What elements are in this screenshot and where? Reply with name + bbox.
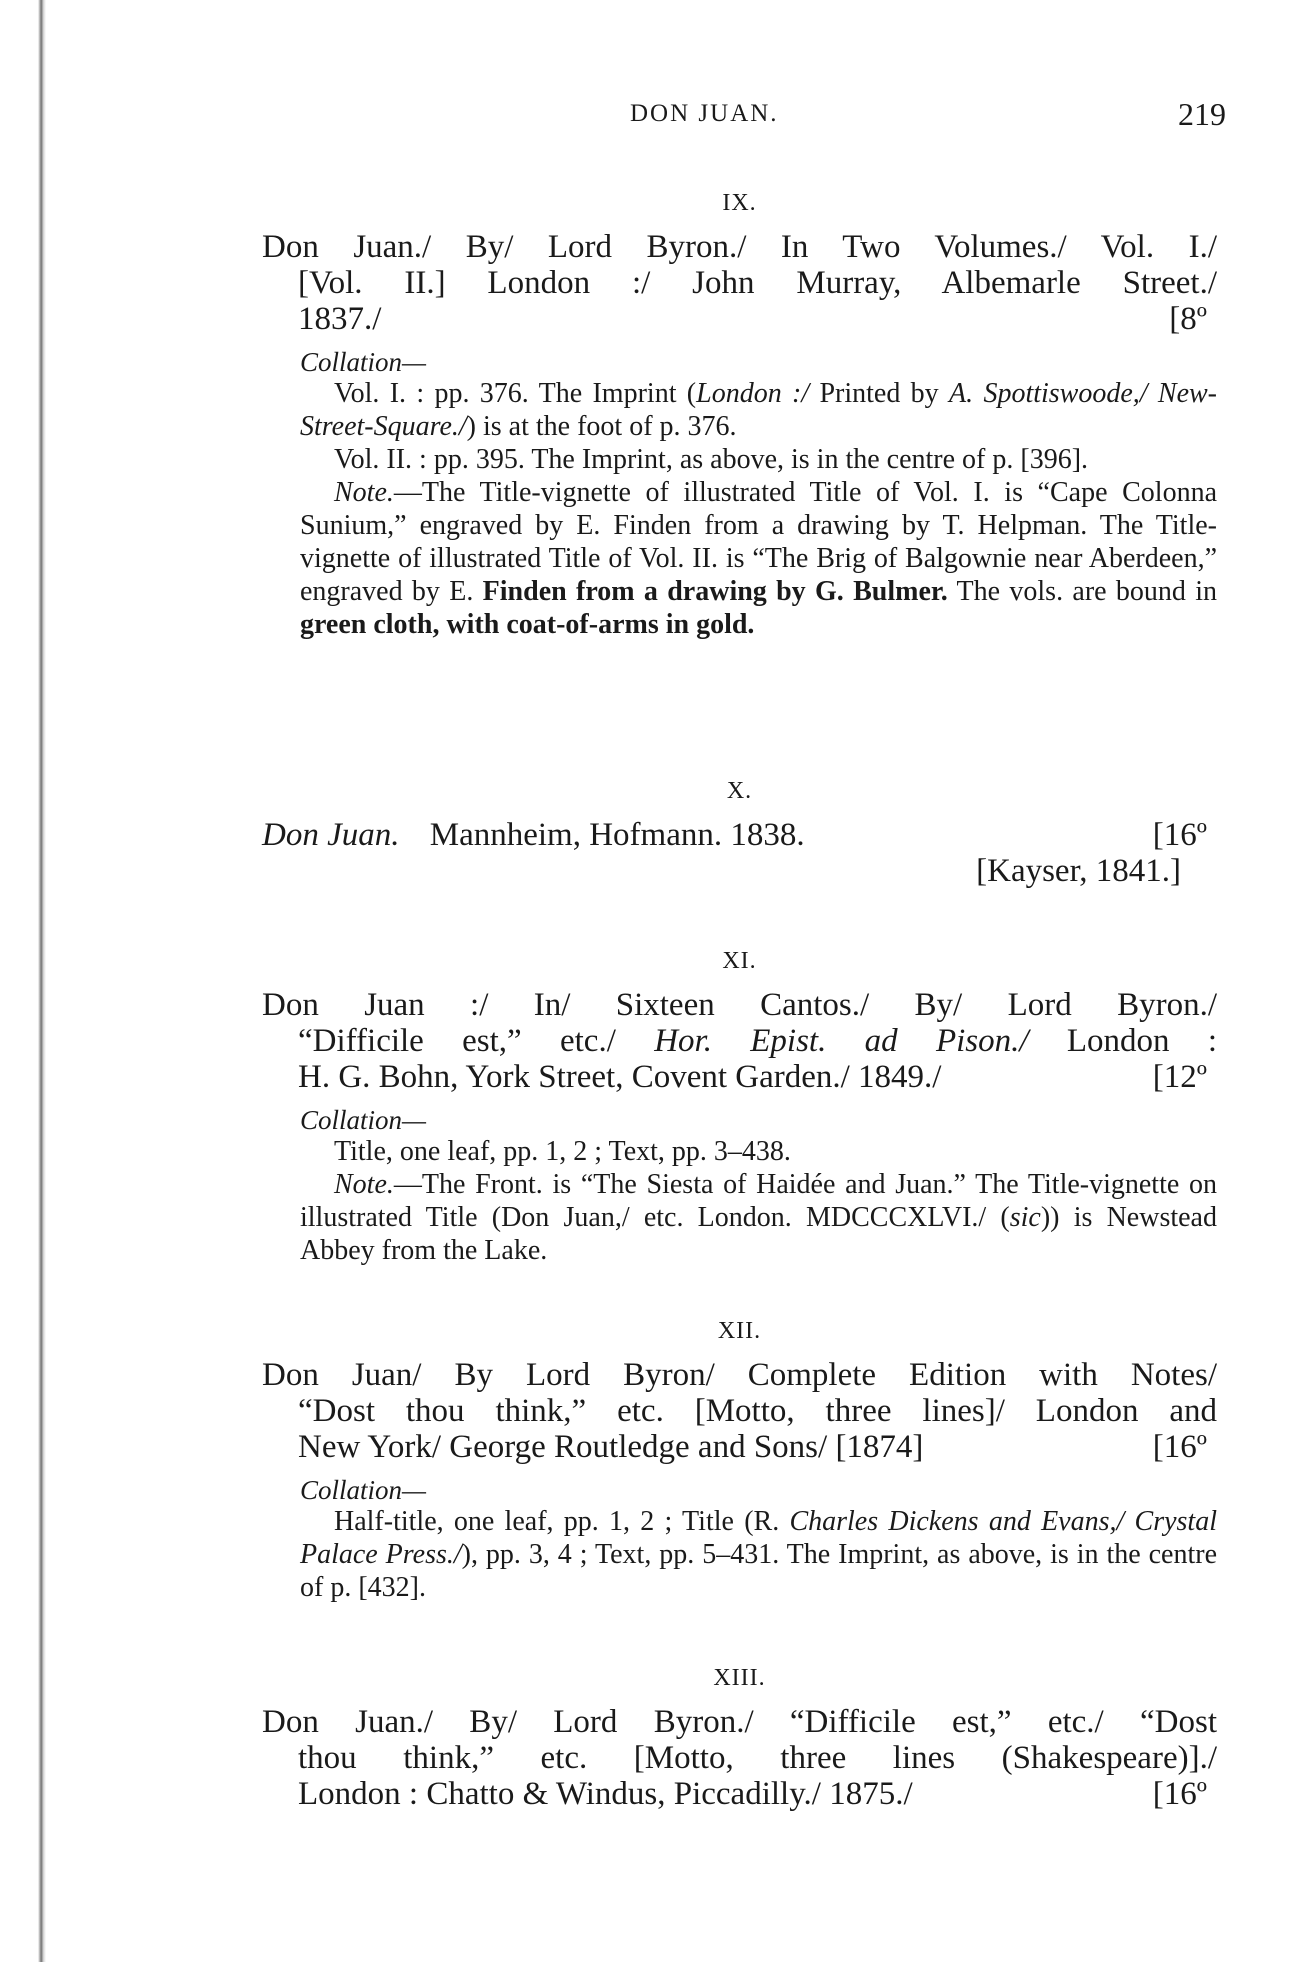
title-line: “Difficile est,” etc./ Hor. Epist. ad Pison./ London : bbox=[298, 1023, 1218, 1059]
collation-vol2: Vol. II. : pp. 395. The Imprint, as above, is in the centre of p. [396]. bbox=[334, 444, 1089, 475]
entry-numeral: XI. bbox=[722, 948, 757, 974]
entry-title bbox=[262, 987, 1217, 1095]
title-text: New York/ George Routledge and Sons/ [1874] bbox=[298, 1429, 924, 1465]
entry-title bbox=[262, 229, 1217, 337]
title-line bbox=[262, 1059, 1217, 1095]
title-line: Don Juan./ By/ Lord Byron./ “Difficile est,” etc./ “Dost bbox=[262, 1704, 1217, 1740]
format-size: [8º bbox=[1169, 301, 1207, 337]
entry-title bbox=[262, 1704, 1217, 1812]
title-line bbox=[262, 1776, 1217, 1812]
title-line bbox=[262, 817, 1217, 853]
format-size: [16º bbox=[1152, 1429, 1207, 1465]
entry-title bbox=[262, 817, 1217, 889]
title-line: [Vol. II.] London :/ John Murray, Albemarle Street./ bbox=[298, 265, 1217, 301]
entry-xiii bbox=[262, 1665, 1217, 1812]
page-binding-edge bbox=[38, 0, 46, 1962]
title-line: “Dost thou think,” etc. [Motto, three lines]/ London and bbox=[298, 1393, 1217, 1429]
entry-title bbox=[262, 1357, 1217, 1465]
entry-x bbox=[262, 778, 1217, 889]
entry-numeral: IX. bbox=[722, 190, 757, 216]
collation-vol1: Vol. I. : pp. 376. The Imprint (London :/ Printed by A. Spottiswoode,/ New-Street-Square./) is at the foot of p. 376. bbox=[300, 378, 1217, 442]
page-number: 219 bbox=[1178, 96, 1226, 132]
format-size: [16º bbox=[1152, 817, 1207, 853]
note-label: Note. bbox=[334, 1169, 394, 1200]
note-label: Note. bbox=[334, 477, 394, 508]
format-size: [16º bbox=[1152, 1776, 1207, 1812]
title-text: London : Chatto & Windus, Piccadilly./ 1875./ bbox=[298, 1776, 913, 1812]
source-reference: [Kayser, 1841.] bbox=[976, 853, 1181, 889]
collation-body bbox=[300, 377, 1217, 641]
collation-heading: Collation— bbox=[300, 347, 427, 377]
running-title: DON JUAN. bbox=[630, 100, 779, 127]
title-line bbox=[262, 1429, 1217, 1465]
title-line: Don Juan./ By/ Lord Byron./ In Two Volumes./ Vol. I./ bbox=[262, 229, 1217, 265]
title-text: Mannheim, Hofmann. 1838. bbox=[429, 817, 805, 853]
collation-line: Half-title, one leaf, pp. 1, 2 ; Title (R. Charles Dickens and Evans,/ Crystal Palace Press./), pp. 3, 4 ; Text, pp. 5–431. The Imprint, as above, is in the centre of p. [432]. bbox=[300, 1506, 1217, 1603]
entry-xii bbox=[262, 1318, 1217, 1604]
entry-numeral: XIII. bbox=[713, 1665, 766, 1691]
title-line: thou think,” etc. [Motto, three lines (Shakespeare)]./ bbox=[298, 1740, 1217, 1776]
collation-heading: Collation— bbox=[300, 1105, 427, 1135]
collation-heading: Collation— bbox=[300, 1475, 427, 1505]
page-header bbox=[250, 96, 1250, 140]
collation-note: Note.—The Front. is “The Siesta of Haidée and Juan.” The Title-vignette on illustrated Title (Don Juan,/ etc. London. MDCCCXLVI./ (sic)) is Newstead Abbey from the Lake. bbox=[300, 1169, 1217, 1266]
entry-numeral: X. bbox=[726, 778, 753, 804]
entry-numeral: XII. bbox=[717, 1318, 762, 1344]
collation-line: Title, one leaf, pp. 1, 2 ; Text, pp. 3–438. bbox=[334, 1136, 791, 1167]
entry-xi bbox=[262, 948, 1217, 1267]
format-size: [12º bbox=[1152, 1059, 1207, 1095]
title-line: Don Juan :/ In/ Sixteen Cantos./ By/ Lord Byron./ bbox=[262, 987, 1217, 1023]
title-line: Don Juan/ By Lord Byron/ Complete Edition with Notes/ bbox=[262, 1357, 1217, 1393]
title-line bbox=[262, 301, 1217, 337]
collation-body bbox=[300, 1135, 1217, 1267]
title-italic: Don Juan. bbox=[262, 817, 400, 853]
collation-note: Note.—The Title-vignette of illustrated Title of Vol. I. is “Cape Colonna Sunium,” engraved by E. Finden from a drawing by T. Helpman. The Title-vignette of illustrated Title of Vol. II. is “The Brig of Balgownie near Aberdeen,” engraved by E. Finden from a drawing by G. Bulmer. The vols. are bound in green cloth, with coat-of-arms in gold. bbox=[300, 477, 1217, 640]
title-text: 1837./ bbox=[298, 301, 382, 337]
entry-ix bbox=[262, 190, 1217, 641]
collation-body bbox=[300, 1505, 1217, 1604]
title-text: H. G. Bohn, York Street, Covent Garden./ 1849./ bbox=[298, 1059, 942, 1095]
